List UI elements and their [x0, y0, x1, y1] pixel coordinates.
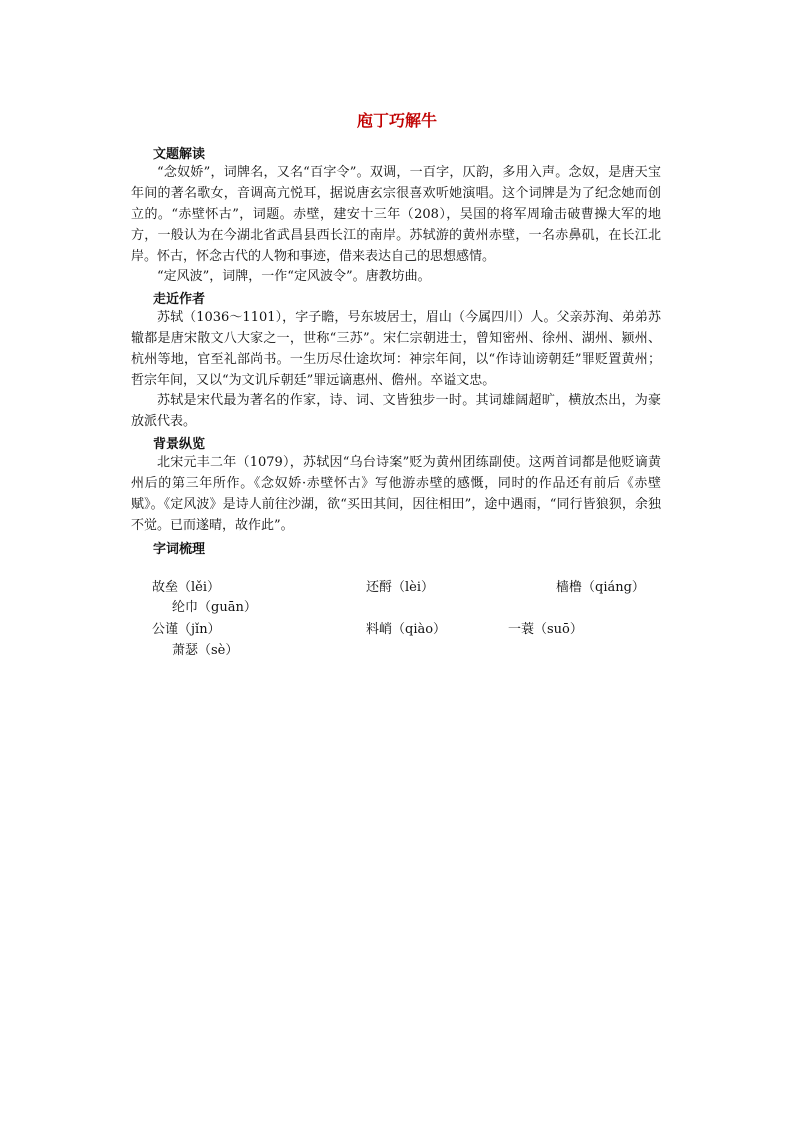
section-heading-beijingzonglan: 背景纵览 [153, 437, 206, 452]
paragraph-beijingzonglan-1: 北宋元丰二年（1079），苏轼因“乌台诗案”贬为黄州团练副使。这两首词都是他贬谪黄州后的第三年所作。《念奴娇·赤壁怀古》写他游赤壁的感慨，同时的作品还有前后《赤壁赋》。《定风波》是诗人前往沙湖，欲“买田其间，因往相田”，途中遇雨，“同行皆狼狈，余独不觉。已而遂晴，故作此”。 [131, 455, 661, 533]
paragraph-zoujinzuozhe-2: 苏轼是宋代最为著名的作家，诗、词、文皆独步一时。其词雄阔超旷，横放杰出，为豪放派代表。 [131, 393, 661, 429]
section-heading-zicishuli: 字词梳理 [153, 542, 206, 557]
vocab-item: 公谨（jǐn） [152, 622, 221, 637]
paragraph-wentijiedu-2: “定风波”，词牌，一作“定风波令”。唐教坊曲。 [157, 269, 431, 284]
vocab-item: 故垒（lěi） [152, 580, 221, 595]
section-heading-zoujinzuozhe: 走近作者 [153, 292, 206, 307]
vocab-item: 料峭（qiào） [366, 622, 447, 637]
vocab-item: 萧瑟（sè） [172, 643, 239, 658]
paragraph-zoujinzuozhe-1: 苏轼（1036～1101），字子瞻，号东坡居士，眉山（今属四川）人。父亲苏洵、弟弟苏辙都是唐宋散文八大家之一，世称“三苏”。宋仁宗朝进士，曾知密州、徐州、湖州、颍州、杭州等地，官至礼部尚书。一生历尽仕途坎坷：神宗年间，以“作诗讪谤朝廷”罪贬置黄州；哲宗年间，又以“为文讥斥朝廷”罪远谪惠州、儋州。卒谥文忠。 [131, 310, 661, 388]
vocab-item: 樯橹（qiáng） [556, 580, 645, 595]
paragraph-wentijiedu-1: “念奴娇”，词牌名，又名“百字令”。双调，一百字，仄韵，多用入声。念奴，是唐天宝年间的著名歌女，音调高亢悦耳，据说唐玄宗很喜欢听她演唱。这个词牌是为了纪念她而创立的。“赤壁怀古”，词题。赤壁，建安十三年（208），吴国的将军周瑜击破曹操大军的地方，一般认为在今湖北省武昌县西长江的南岸。苏轼游的黄州赤壁，一名赤鼻矶，在长江北岸。怀古，怀念古代的人物和事迹，借来表达自己的思想感情。 [131, 165, 661, 264]
vocab-item: 一蓑（suō） [508, 622, 583, 637]
vocab-item: 纶巾（guān） [172, 600, 257, 615]
section-heading-wentijiedu: 文题解读 [153, 147, 206, 162]
page-title: 庖丁巧解牛 [356, 111, 437, 130]
vocab-item: 还酹（lèi） [366, 580, 435, 595]
